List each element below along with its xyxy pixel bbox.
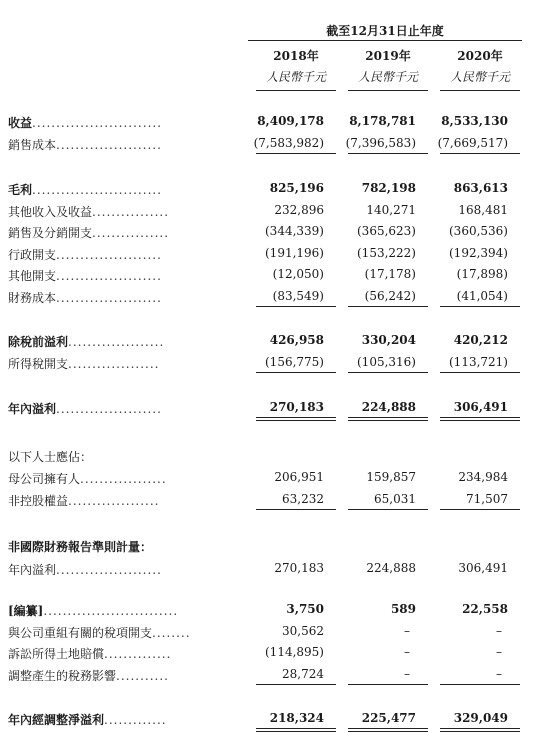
row-label	[8, 136, 240, 153]
header-rule	[348, 90, 428, 91]
cell-2020: 420,212	[453, 333, 508, 347]
cell-2020: (17,898)	[456, 267, 508, 281]
row-label	[8, 602, 240, 619]
leader-dots: ......................	[56, 138, 162, 152]
total-double-rule	[348, 417, 428, 421]
subtotal-rule	[348, 372, 428, 373]
subtotal-rule	[348, 153, 428, 154]
leader-dots: ...................	[68, 494, 160, 508]
row-label-text: 財務成本	[8, 291, 57, 305]
cell-2019: 782,198	[361, 181, 416, 195]
cell-2019: 224,888	[361, 400, 416, 414]
row-label-text: 非國際財務報告準則計量：	[8, 540, 153, 554]
cell-2020: 234,984	[458, 470, 508, 484]
subtotal-rule	[256, 509, 336, 510]
row-label	[8, 470, 240, 487]
cell-2020: (41,054)	[456, 289, 508, 303]
cell-2020: 306,491	[458, 561, 508, 575]
leader-dots: ......................	[56, 291, 162, 305]
year-header-2019: 2019年	[365, 49, 411, 63]
cell-2019: 65,031	[374, 492, 416, 506]
cell-2020: (360,536)	[449, 224, 508, 238]
cell-2020: 863,613	[453, 181, 508, 195]
leader-dots: ........	[152, 626, 191, 640]
cell-2019: –	[404, 624, 410, 638]
leader-dots: ......................	[56, 269, 162, 283]
cell-2019: 159,857	[366, 470, 416, 484]
row-label-text: 年內溢利	[8, 563, 57, 577]
cell-2020: –	[496, 667, 502, 681]
row-label-text: 除稅前溢利	[8, 335, 69, 349]
subtotal-rule	[440, 306, 520, 307]
cell-2018: (83,549)	[272, 289, 324, 303]
header-rule	[440, 90, 520, 91]
cell-2019: –	[404, 645, 410, 659]
cell-2018: 270,183	[269, 400, 324, 414]
cell-2020: –	[496, 645, 502, 659]
cell-2019: 330,204	[361, 333, 416, 347]
cell-2020: 168,481	[458, 203, 508, 217]
period-rule	[248, 40, 522, 41]
cell-2018: 30,562	[282, 624, 324, 638]
row-label	[8, 538, 240, 555]
subtotal-rule	[256, 684, 336, 685]
cell-2019: 225,477	[361, 711, 416, 725]
cell-2018: 63,232	[282, 492, 324, 506]
total-double-rule	[256, 417, 336, 421]
unit-label-2019: 人民幣千元	[357, 70, 418, 84]
cell-2018: (7,583,982)	[253, 136, 324, 150]
cell-2020: (7,669,517)	[437, 136, 508, 150]
cell-2020: –	[496, 624, 502, 638]
cell-2018: 218,324	[269, 711, 324, 725]
cell-2019: 224,888	[366, 561, 416, 575]
row-label-text: 行政開支	[8, 248, 57, 262]
cell-2018: (12,050)	[272, 267, 324, 281]
cell-2020: 71,507	[466, 492, 508, 506]
header-rule	[256, 90, 336, 91]
row-label	[8, 355, 240, 372]
row-label-text: 其他收入及收益	[8, 205, 93, 219]
unit-label-2018: 人民幣千元	[265, 70, 326, 84]
leader-dots: .............	[104, 713, 167, 727]
cell-2019: 140,271	[366, 203, 416, 217]
leader-dots: ...........................	[32, 116, 163, 130]
cell-2019: (365,623)	[357, 224, 416, 238]
cell-2019: –	[404, 667, 410, 681]
row-label-text: 銷售及分銷開支	[8, 226, 93, 240]
cell-2019: (7,396,583)	[345, 136, 416, 150]
row-label	[8, 624, 240, 641]
cell-2019: 589	[390, 602, 416, 616]
row-label	[8, 711, 240, 728]
leader-dots: ......................	[56, 563, 162, 577]
leader-dots: ...................	[68, 357, 160, 371]
row-label-text: [編纂]	[8, 604, 44, 618]
total-double-rule	[256, 728, 336, 732]
row-label	[8, 448, 240, 465]
cell-2018: 206,951	[274, 470, 324, 484]
subtotal-rule	[348, 306, 428, 307]
cell-2019: (56,242)	[364, 289, 416, 303]
subtotal-rule	[256, 306, 336, 307]
row-label-text: 與公司重組有關的稅項開支	[8, 626, 153, 640]
row-label	[8, 561, 240, 578]
cell-2018: (156,775)	[265, 355, 324, 369]
cell-2020: 306,491	[453, 400, 508, 414]
row-label-text: 訴訟所得土地賠償	[8, 647, 105, 661]
leader-dots: ............................	[43, 604, 179, 618]
cell-2018: 825,196	[269, 181, 324, 195]
total-double-rule	[348, 728, 428, 732]
cell-2018: 8,409,178	[257, 114, 324, 128]
row-label-text: 以下人士應佔：	[8, 450, 93, 464]
leader-dots: ..................	[80, 472, 167, 486]
row-label	[8, 114, 240, 131]
row-label-text: 母公司擁有人	[8, 472, 81, 486]
cell-2020: (192,394)	[449, 246, 508, 260]
row-label	[8, 645, 240, 662]
cell-2019: (105,316)	[357, 355, 416, 369]
subtotal-rule	[440, 153, 520, 154]
cell-2018: 232,896	[274, 203, 324, 217]
cell-2020: 329,049	[453, 711, 508, 725]
row-label-text: 毛利	[8, 183, 33, 197]
row-label	[8, 333, 240, 350]
year-header-2020: 2020年	[457, 49, 503, 63]
total-double-rule	[440, 728, 520, 732]
cell-2020: (113,721)	[449, 355, 508, 369]
leader-dots: ....................	[68, 335, 165, 349]
cell-2019: 8,178,781	[349, 114, 416, 128]
row-label	[8, 400, 240, 417]
row-label-text: 調整產生的稅務影響	[8, 669, 117, 683]
cell-2018: (191,196)	[265, 246, 324, 260]
cell-2018: 3,750	[286, 602, 324, 616]
period-heading: 截至12月31日止年度	[326, 24, 444, 38]
row-label	[8, 667, 240, 684]
subtotal-rule	[440, 509, 520, 510]
cell-2018: (344,339)	[265, 224, 324, 238]
leader-dots: ................	[92, 205, 170, 219]
leader-dots: ..............	[104, 647, 172, 661]
cell-2018: 426,958	[269, 333, 324, 347]
row-label-text: 收益	[8, 116, 33, 130]
row-label	[8, 267, 240, 284]
cell-2018: 28,724	[282, 667, 324, 681]
row-label-text: 其他開支	[8, 269, 57, 283]
subtotal-rule	[348, 509, 428, 510]
row-label-text: 所得稅開支	[8, 357, 69, 371]
year-header-2018: 2018年	[273, 49, 319, 63]
row-label-text: 年內溢利	[8, 402, 57, 416]
subtotal-rule	[440, 684, 520, 685]
subtotal-rule	[348, 684, 428, 685]
cell-2018: 270,183	[274, 561, 324, 575]
subtotal-rule	[256, 372, 336, 373]
cell-2020: 22,558	[462, 602, 508, 616]
total-double-rule	[440, 417, 520, 421]
cell-2018: (114,895)	[265, 645, 324, 659]
subtotal-rule	[256, 153, 336, 154]
cell-2019: (153,222)	[357, 246, 416, 260]
cell-2020: 8,533,130	[441, 114, 508, 128]
row-label	[8, 224, 240, 241]
subtotal-rule	[440, 372, 520, 373]
row-label	[8, 203, 240, 220]
row-label	[8, 181, 240, 198]
row-label	[8, 289, 240, 306]
leader-dots: ......................	[56, 248, 162, 262]
leader-dots: ................	[92, 226, 170, 240]
row-label-text: 年內經調整淨溢利	[8, 713, 105, 727]
leader-dots: ...........................	[32, 183, 163, 197]
row-label	[8, 246, 240, 263]
cell-2019: (17,178)	[364, 267, 416, 281]
leader-dots: ...........	[116, 669, 169, 683]
unit-label-2020: 人民幣千元	[449, 70, 510, 84]
row-label-text: 非控股權益	[8, 494, 69, 508]
row-label	[8, 492, 240, 509]
leader-dots: ......................	[56, 402, 162, 416]
row-label-text: 銷售成本	[8, 138, 57, 152]
